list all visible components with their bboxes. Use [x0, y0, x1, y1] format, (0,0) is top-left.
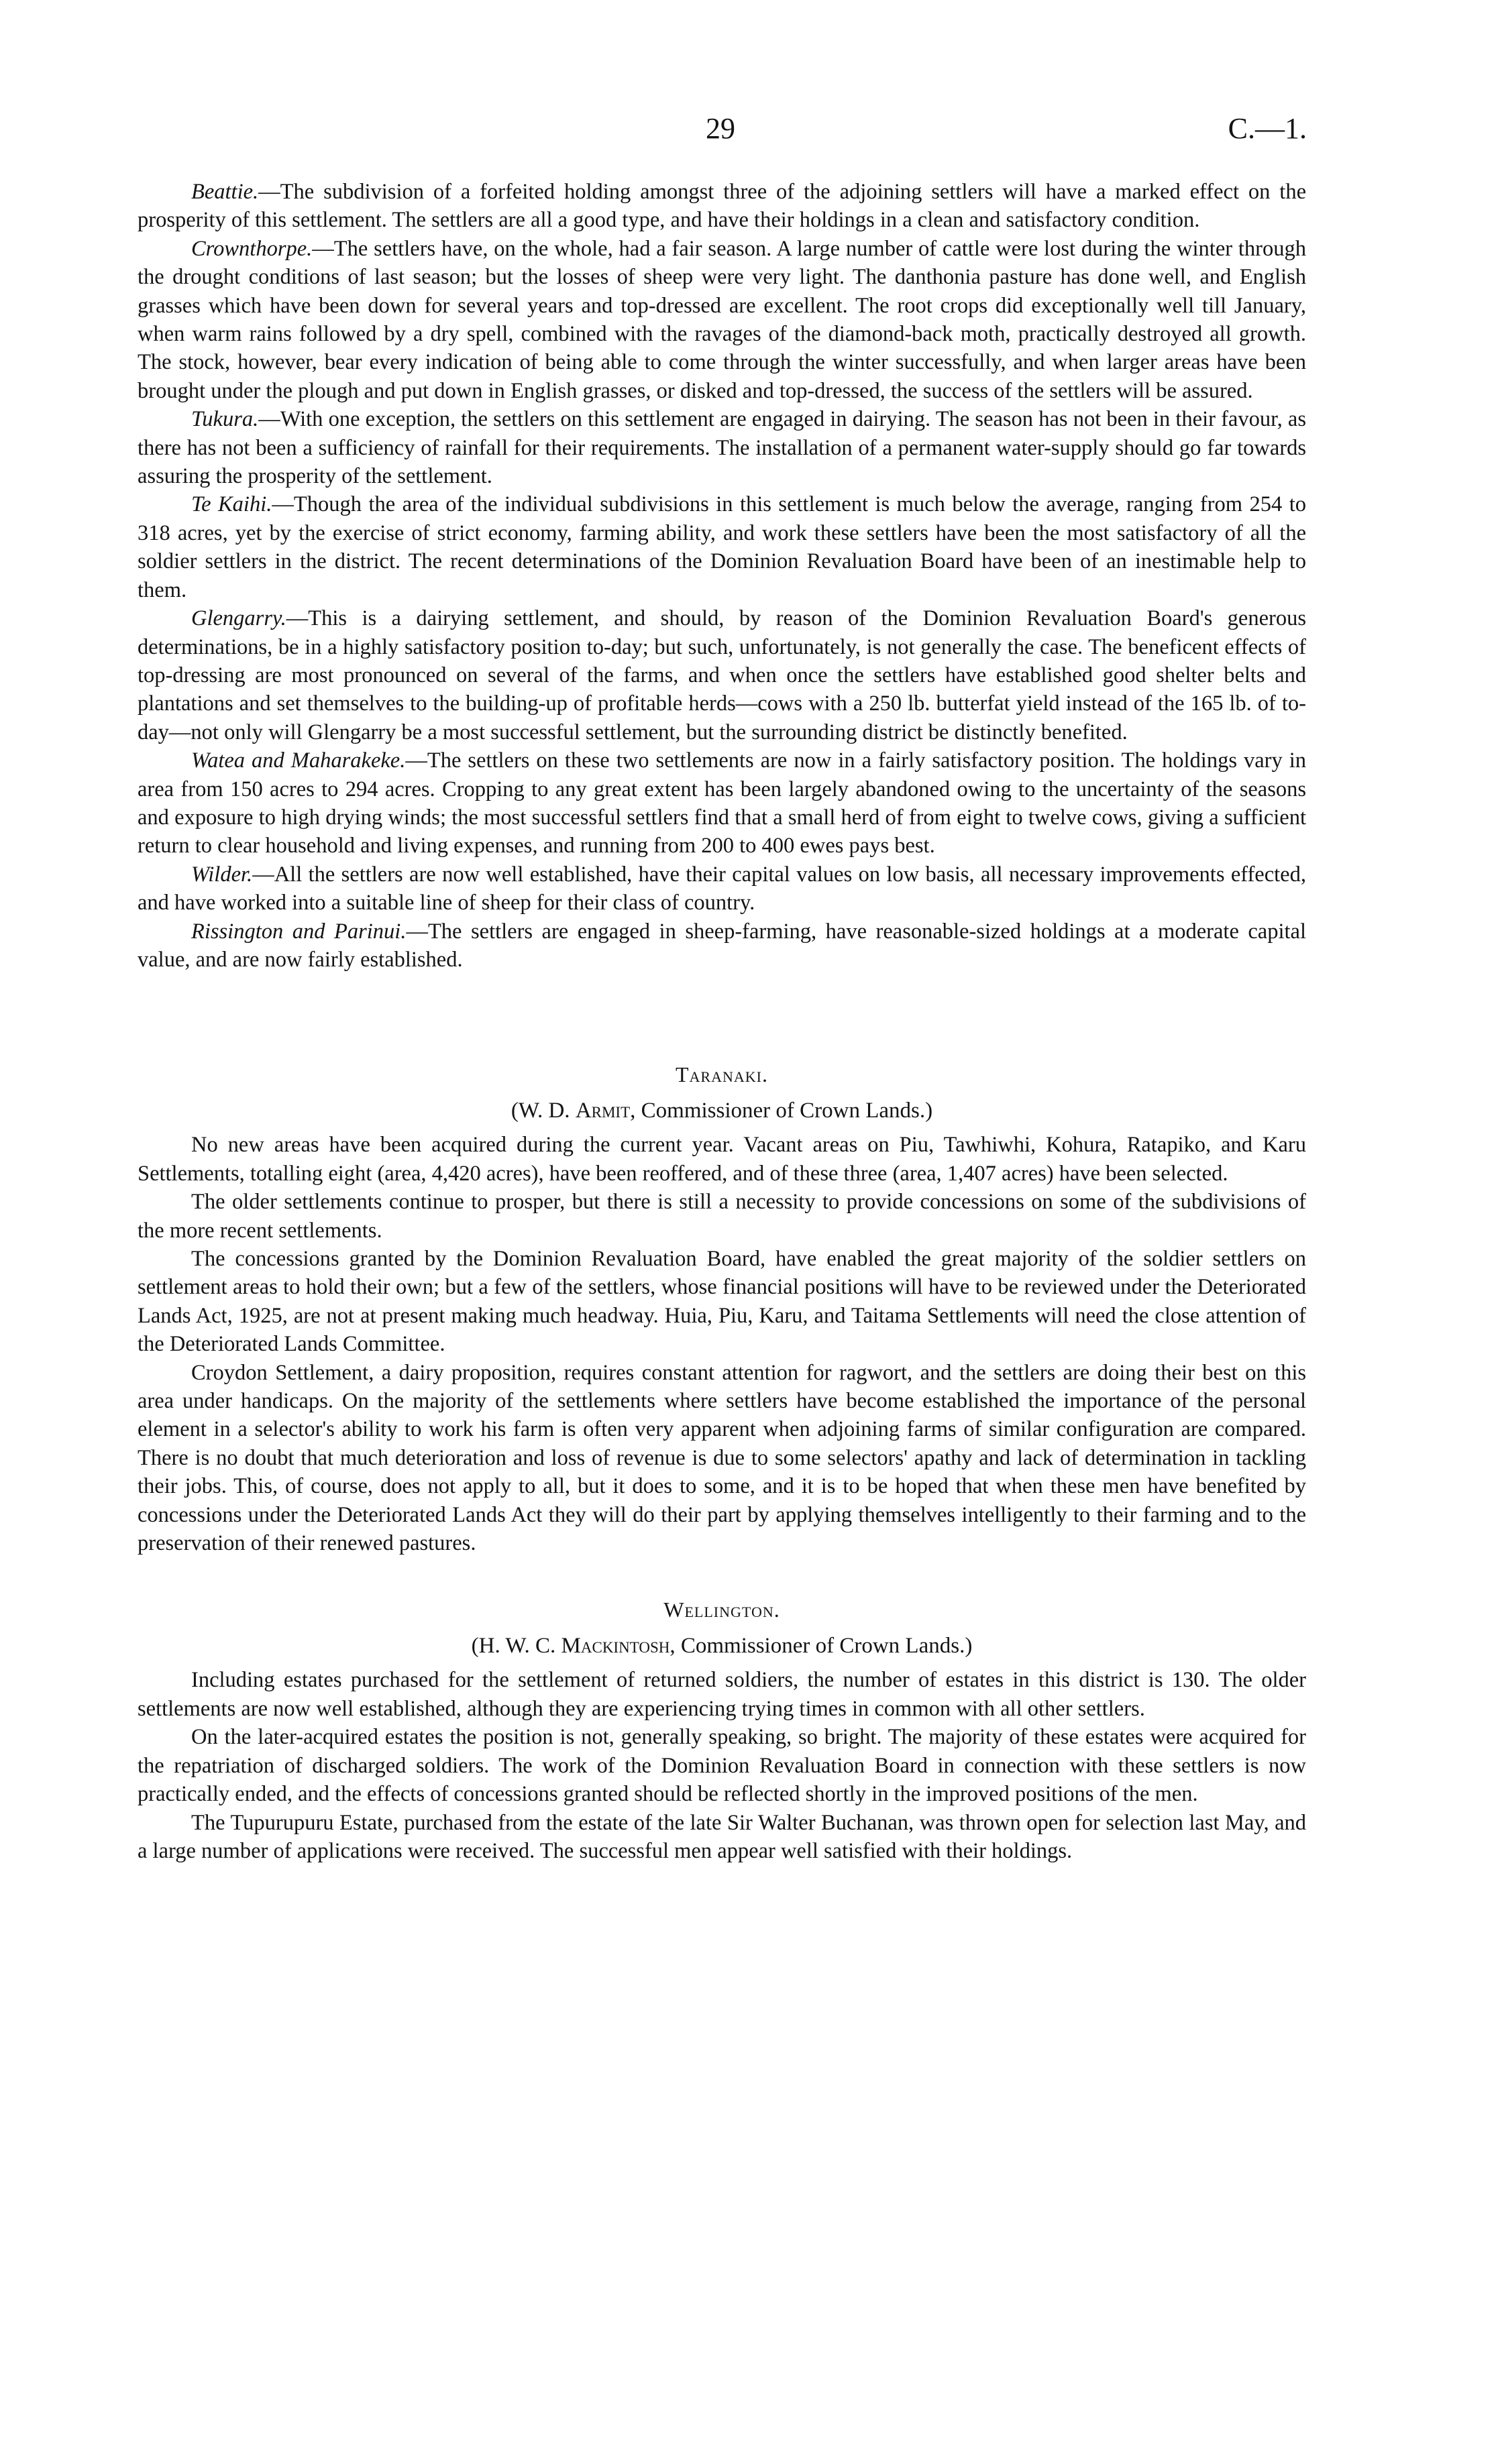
section-spacer — [138, 1557, 1306, 1595]
section-heading-taranaki: Taranaki. — [676, 1062, 768, 1087]
paragraph-text: —The settlers are engaged in sheep-farming, have reasonable-sized holdings at a moderate capital value, and are now fairly established. — [138, 919, 1306, 972]
paragraph-wellington-1: Including estates purchased for the settlement of returned soldiers, the number of estates in this district is 130. The older settlements are now well established, although they are experiencing trying times in common with all other settlers. — [138, 1668, 1306, 1721]
settlement-label: Crownthorpe. — [191, 236, 313, 261]
paragraph-te-kaihi — [138, 490, 1306, 604]
paragraph-taranaki-1: No new areas have been acquired during the current year. Vacant areas on Piu, Tawhiwhi, Kohura, Ratapiko, and Karu Settlements, totalling eight (area, 4,420 acres), have been reoffered, and of these three (area, 1,407 acres) have been selected. — [138, 1133, 1306, 1186]
paragraph-taranaki-2: The older settlements continue to prosper, but there is still a necessity to provide concessions on some of the subdivisions of the more recent settlements. — [138, 1190, 1306, 1243]
paragraph-wilder — [138, 860, 1306, 917]
settlement-label: Rissington and Parinui. — [191, 919, 407, 944]
section-heading-wellington: Wellington. — [663, 1598, 780, 1622]
paragraph-text: —The settlers on these two settlements are now in a fairly satisfactory position. The holdings vary in area from 150 acres to 294 acres. Cropping to any great extent has been largely abandoned owing to the uncertainty of the seasons and exposure to high drying winds; the most successful settlers find that a small herd of from eight to twelve cows, giving a sufficient return to clear household and living expenses, and running from 200 to 400 ewes pays best. — [138, 748, 1306, 858]
settlement-label: Watea and Maharakeke. — [191, 748, 406, 773]
paragraph-rissington-parinui — [138, 917, 1306, 974]
paragraph-text: —This is a dairying settlement, and should, by reason of the Dominion Revaluation Board's generous determinations, be in a highly satisfactory position to-day; but such, unfortunately, is not generally the case. The beneficent effects of top-dressing are most pronounced on several of the farms, and when once the settlers have established good shelter belts and plantations and set themselves to the building-up of profitable herds—cows with a 250 lb. butterfat yield instead of the 165 lb. of to-day—not only will Glengarry be a most successful settlement, but the surrounding district be distinctly benefited. — [138, 606, 1306, 744]
commissioner-name: Mackintosh — [561, 1634, 670, 1659]
paragraph-text: —All the settlers are now well established, have their capital values on low basis, all necessary improvements effected, and have worked into a suitable line of sheep for their class of country. — [138, 862, 1306, 915]
paragraph-glengarry — [138, 604, 1306, 746]
paragraph-tukura — [138, 405, 1306, 490]
commissioner-line-taranaki — [138, 1095, 1306, 1127]
paragraph-beattie — [138, 178, 1306, 235]
commissioner-suffix: , Commissioner of Crown Lands.) — [670, 1634, 973, 1659]
commissioner-name: Armit — [575, 1099, 631, 1123]
paragraph-text: —Though the area of the individual subdivisions in this settlement is much below the average, ranging from 254 to 318 acres, yet by the exercise of strict economy, farming ability, and work these settlers have been the most satisfactory of all the soldier settlers in the district. The recent determinations of the Dominion Revaluation Board have been of an inestimable help to them. — [138, 492, 1306, 602]
settlement-label: Beattie. — [191, 180, 259, 204]
commissioner-line-wellington — [138, 1630, 1306, 1662]
paragraph-text: —With one exception, the settlers on this settlement are engaged in dairying. The season has not been in their favour, as there has not been a sufficiency of rainfall for their requirements. The installation of a permanent water-supply should go far towards assuring the prosperity of the settlement. — [138, 407, 1306, 489]
document-reference: C.—1. — [1228, 112, 1307, 145]
paragraph-taranaki-3: The concessions granted by the Dominion Revaluation Board, have enabled the great majority of the soldier settlers on settlement areas to hold their own; but a few of the settlers, whose financial positions will have to be reviewed under the Deteriorated Lands Act, 1925, are not at present making much headway. Huia, Piu, Karu, and Taitama Settlements will need the close attention of the Deteriorated Lands Committee. — [138, 1247, 1306, 1357]
paragraph-wellington-2: On the later-acquired estates the position is not, generally speaking, so bright. The majority of these estates were acquired for the repatriation of discharged soldiers. The work of the Dominion Revaluation Board in connection with these settlers is now practically ended, and the effects of concessions granted should be reflected shortly in the improved positions of the men. — [138, 1725, 1306, 1807]
paragraph-text: —The subdivision of a forfeited holding amongst three of the adjoining settlers will have a marked effect on the prosperity of this settlement. The settlers are all a good type, and have their holdings in a clean and satisfactory condition. — [138, 180, 1306, 233]
page-number: 29 — [706, 112, 735, 145]
paragraph-watea-maharakeke — [138, 746, 1306, 860]
paragraph-taranaki-4: Croydon Settlement, a dairy proposition, requires constant attention for ragwort, and the settlers are doing their best on this area under handicaps. On the majority of the settlements where settlers have become established the importance of the personal element in a selector's ability to work his farm is often very apparent when adjoining farms of similar configuration are compared. There is no doubt that much deterioration and loss of revenue is due to some selectors' apathy and lack of determination in tackling their jobs. This, of course, does not apply to all, but it does to some, and it is to be hoped that when these men have benefited by concessions under the Deteriorated Lands Act they will do their part by applying themselves intelligently to their farming and to the preservation of their renewed pastures. — [138, 1360, 1306, 1556]
settlement-label: Wilder. — [191, 862, 253, 887]
settlement-label: Te Kaihi. — [191, 492, 272, 517]
settlement-label: Glengarry. — [191, 606, 286, 631]
section-spacer — [138, 974, 1306, 1060]
commissioner-prefix: (W. D. — [511, 1099, 576, 1123]
paragraph-wellington-3: The Tupurupuru Estate, purchased from the estate of the late Sir Walter Buchanan, was thrown open for selection last May, and a large number of applications were received. The successful men appear well satisfied with their holdings. — [138, 1810, 1306, 1863]
page-body — [138, 178, 1306, 1865]
paragraph-crownthorpe — [138, 235, 1306, 405]
paragraph-text: —The settlers have, on the whole, had a fair season. A large number of cattle were lost during the winter through the drought conditions of last season; but the losses of sheep were very light. The danthonia pasture has done well, and English grasses which have been down for several years and top-dressed are excellent. The root crops did exceptionally well till January, when warm rains followed by a dry spell, combined with the ravages of the diamond-back moth, practically destroyed all growth. The stock, however, bear every indication of being able to come through the winter successfully, and when larger areas have been brought under the plough and put down in English grasses, or disked and top-dressed, the success of the settlers will be assured. — [138, 236, 1306, 403]
commissioner-suffix: , Commissioner of Crown Lands.) — [630, 1099, 933, 1123]
commissioner-prefix: (H. W. C. — [471, 1634, 561, 1659]
settlement-label: Tukura. — [191, 407, 259, 432]
